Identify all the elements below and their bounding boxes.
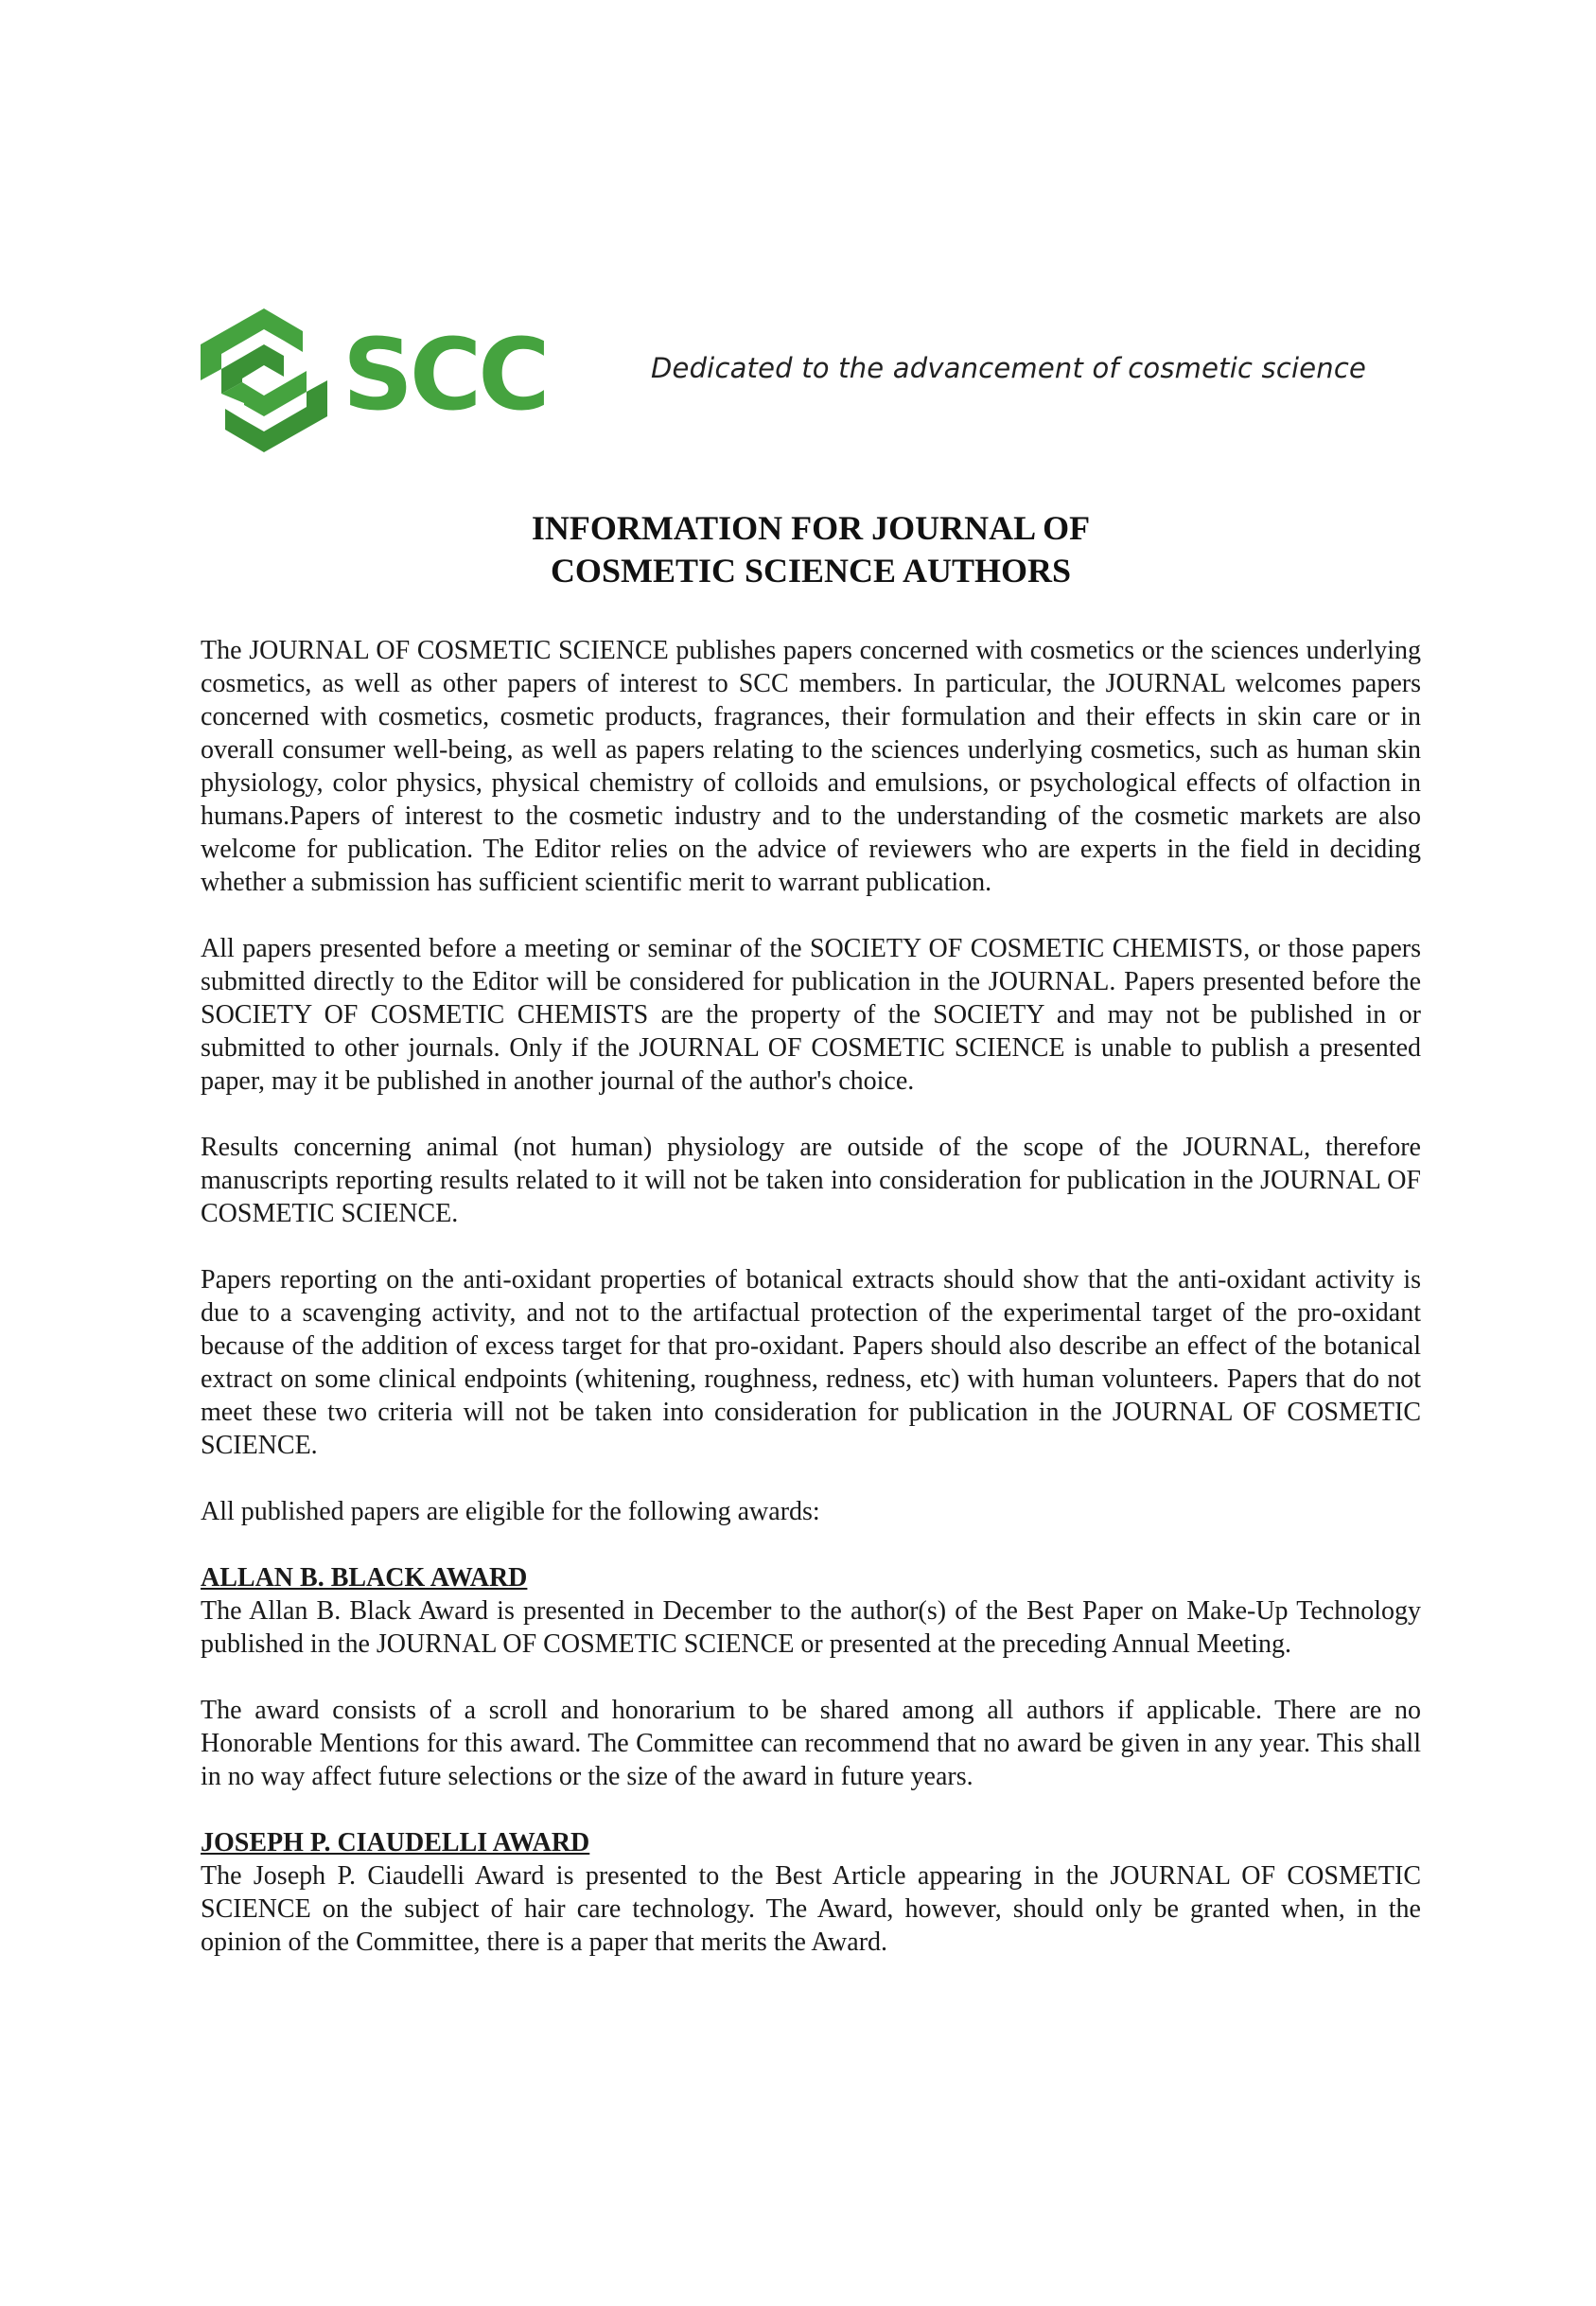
award-title-allan-black: ALLAN B. BLACK AWARD: [201, 1563, 528, 1593]
body-content: [201, 634, 1421, 1959]
scc-logo: [201, 308, 547, 452]
page-title: [201, 507, 1421, 592]
tagline: Dedicated to the advancement of cosmetic science: [651, 352, 1367, 384]
paragraph-scope: The JOURNAL OF COSMETIC SCIENCE publishes papers concerned with cosmetics or the sciences underlying cosmetics, as well as other papers of interest to SCC members. In particular, the JOURNAL welcomes papers concerned with cosmetics, cosmetic products, fragrances, their formulation and their effects in skin care or in overall consumer well-being, as well as papers relating to the sciences underlying cosmetics, such as human skin physiology, color physics, physical chemistry of colloids and emulsions, or psychological effects of olfaction in humans.Papers of interest to the cosmetic industry and to the understanding of the cosmetic markets are also welcome for publication. The Editor relies on the advice of reviewers who are experts in the field in deciding whether a submission has sufficient scientific merit to warrant publication.: [201, 636, 1421, 897]
paragraph-antioxidant: Papers reporting on the anti-oxidant properties of botanical extracts should show that the anti-oxidant activity is due to a scavenging activity, and not to the artifactual protection of the experimental target of the pro-oxidant because of the addition of excess target for that pro-oxidant. Papers should also describe an effect of the botanical extract on some clinical endpoints (whitening, roughness, redness, etc) with human volunteers. Papers that do not meet these two criteria will not be taken into consideration for publication in the JOURNAL OF COSMETIC SCIENCE.: [201, 1265, 1421, 1460]
award-paragraph: The Joseph P. Ciaudelli Award is presented to the Best Article appearing in the JOURNAL OF COSMETIC SCIENCE on the subject of hair care technology. The Award, however, should only be granted when, in the opinion of the Committee, there is a paper that merits the Award.: [201, 1861, 1421, 1957]
award-paragraph: The award consists of a scroll and honorarium to be shared among all authors if applicable. There are no Honorable Mentions for this award. The Committee can recommend that no award be given in any year. This shall in no way affect future selections or the size of the award in future years.: [201, 1696, 1421, 1791]
title-line-1: INFORMATION FOR JOURNAL OF: [531, 509, 1091, 547]
paragraph-presented-papers: All papers presented before a meeting or seminar of the SOCIETY OF COSMETIC CHEMISTS, or those papers submitted directly to the Editor will be considered for publication in the JOURNAL. Papers presented before the SOCIETY OF COSMETIC CHEMISTS are the property of the SOCIETY and may not be published in or submitted to other journals. Only if the JOURNAL OF COSMETIC SCIENCE is unable to publish a presented paper, may it be published in another journal of the author's choice.: [201, 934, 1421, 1096]
title-line-2: COSMETIC SCIENCE AUTHORS: [550, 552, 1072, 590]
award-paragraph: The Allan B. Black Award is presented in December to the author(s) of the Best Paper on Make-Up Technology published in the JOURNAL OF COSMETIC SCIENCE or presented at the preceding Annual Meeting.: [201, 1596, 1421, 1659]
award-title-ciaudelli: JOSEPH P. CIAUDELLI AWARD: [201, 1828, 590, 1857]
logo-wordmark: SCC: [342, 317, 547, 432]
paragraph-animal-physiology: Results concerning animal (not human) physiology are outside of the scope of the JOURNAL, therefore manuscripts reporting results related to it will not be taken into consideration for publication in the JOURNAL OF COSMETIC SCIENCE.: [201, 1133, 1421, 1228]
scc-hexagon-logo-icon: [201, 308, 327, 452]
paragraph-awards-intro: All published papers are eligible for the following awards:: [201, 1497, 820, 1526]
